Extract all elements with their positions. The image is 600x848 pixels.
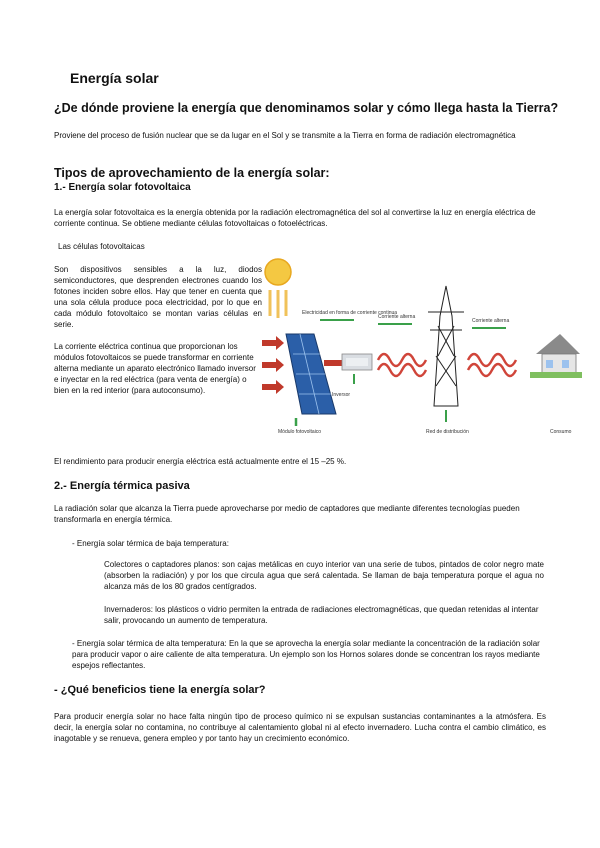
label-consumption: Consumo [550, 429, 572, 435]
current-paragraph: La corriente eléctrica continua que proporcionan los módulos fotovoltaicos se puede transformar en corriente alterna mediante un aparato electrónico llamado inversor e inyectar en la red eléctrica (para venta de energía) o bien en la red interior (para autoconsumo). [54, 342, 256, 395]
sun-icon [265, 259, 291, 285]
label-ac-2: Corriente alterna [472, 318, 510, 324]
inverter-icon [342, 354, 372, 370]
types-heading: Tipos de aprovechamiento de la energía solar: [54, 166, 330, 180]
yield-paragraph: El rendimiento para producir energía eléctrica está actualmente entre el 15 –25 %. [54, 457, 347, 466]
solar-panel-icon [286, 334, 336, 414]
pv-intro: La energía solar fotovoltaica es la energía obtenida por la radiación electromagnética del sol al convertirse la luz en energía eléctrica de corriente continua. Se obtiene mediante células fotovoltaicas o fotoeléctricas. [54, 208, 536, 228]
collectors-paragraph: Colectores o captadores planos: son cajas metálicas en cuyo interior van una serie de tubos, pintados de color negro mate (absorben la radiación) y por los que circula agua que será calentada. Se llaman de baja temperatura porque el agua no alcanza más de los 80 grados centígrados. [104, 560, 544, 591]
low-temp-label: - Energía solar térmica de baja temperatura: [72, 539, 229, 548]
thermal-heading: 2.- Energía térmica pasiva [54, 480, 190, 492]
benefits-paragraph: Para producir energía solar no hace falta ningún tipo de proceso químico ni se expulsan sustancias contaminantes a la atmósfera. Es decir, la energía solar no contamina, no contribuye al calentamiento global ni al efecto invernadero. Lucha contra el cambio climático, es inagotable y se renueva, genera empleo y por tanto hay un crecimiento económico. [54, 712, 546, 743]
transmission-tower-icon [428, 286, 464, 406]
benefits-heading: - ¿Qué beneficios tiene la energía solar? [54, 684, 266, 696]
label-grid: Red de distribución [426, 429, 469, 435]
radiation-arrows-icon [262, 336, 284, 394]
question-heading: ¿De dónde proviene la energía que denominamos solar y cómo llega hasta la Tierra? [54, 101, 559, 115]
pv-heading: 1.- Energía solar fotovoltaica [54, 182, 191, 193]
house-icon [530, 334, 582, 378]
pv-diagram [262, 256, 582, 436]
greenhouse-paragraph: Invernaderos: los plásticos o vidrio permiten la entrada de radiaciones electromagnéticas, que quedan retenidas al intentar salir, provocando un aumento de temperatura. [104, 605, 539, 625]
thermal-intro: La radiación solar que alcanza la Tierra puede aprovecharse por medio de captadores que mediante diferentes tecnologías pueden transformarla en energía térmica. [54, 504, 520, 524]
label-ac-1: Corriente alterna [378, 314, 416, 320]
origin-paragraph: Proviene del proceso de fusión nuclear que se da lugar en el Sol y se transmite a la Tierra en forma de radiación electromagnética [54, 131, 516, 140]
label-dc: Electricidad en forma de corriente continua [302, 310, 398, 316]
sunlight-arrows-icon [270, 290, 286, 318]
label-module: Módulo fotovoltaico [278, 429, 322, 435]
page-title: Energía solar [70, 70, 159, 86]
cells-label: Las células fotovoltaicas [58, 242, 145, 251]
label-inverter: Inversor [332, 392, 351, 398]
cells-paragraph: Son dispositivos sensibles a la luz, diodos semiconductores, que desprenden electrones cuando los fotones inciden sobre ellos. Hay que tener en cuenta que una sola célula produce poca electricidad, por lo que en cada módulo fotovoltaico se montan varias células en serie. [54, 265, 262, 329]
high-temp-paragraph: - Energía solar térmica de alta temperatura: En la que se aprovecha la energía solar mediante la concentración de la radiación solar para producir vapor o aire caliente de alta temperatura. Un ejemplo son los Hornos solares donde se concentran los rayos mediante espejos reflectantes. [72, 639, 540, 670]
